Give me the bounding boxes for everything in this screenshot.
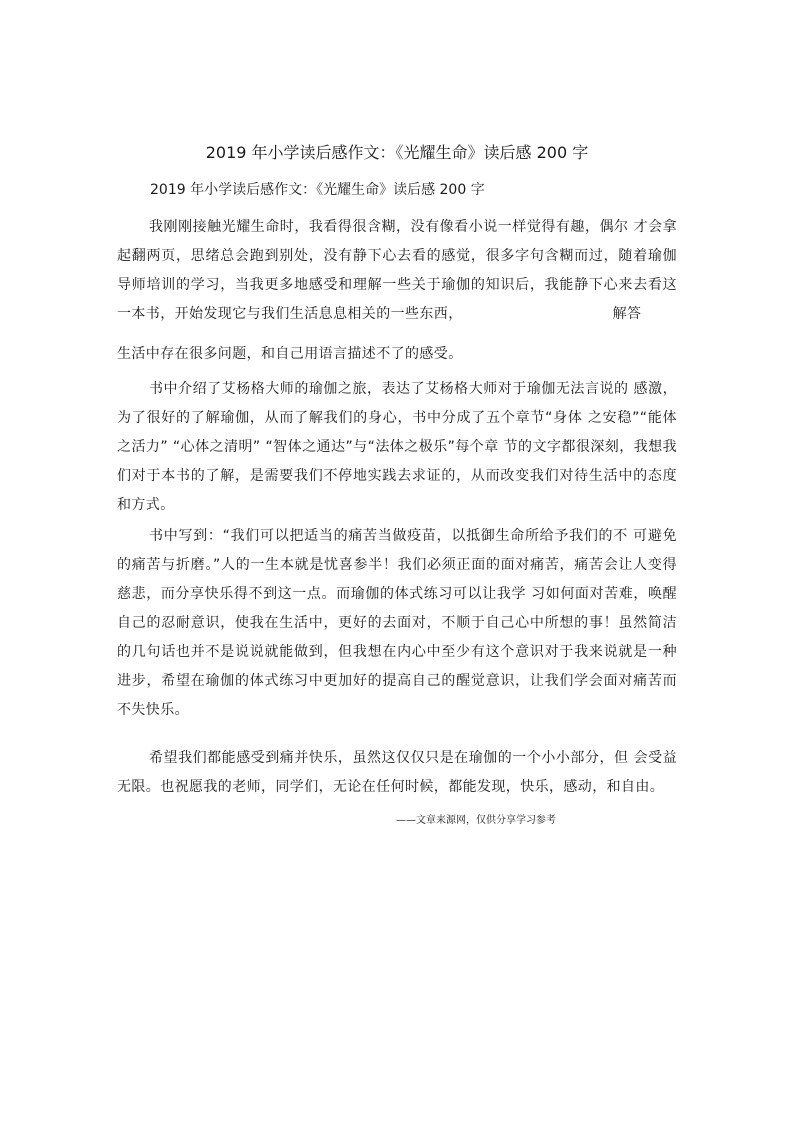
paragraph-3: 书中写到：“我们可以把适当的痛苦当做疫苗，以抵御生命所给予我们的不 可避免的痛苦与折磨。”人的一生本就是忧喜参半！我们必须正面的面对痛苦，痛苦会让人变得慈悲，而分享快乐得不到这一点。而瑜伽的体式练习可以让我学 习如何面对苦难，唤醒自己的忍耐意识，使我在生活中，更好的去面对，不顺于自己心中所想的事！虽然简洁的几句话也并不是说说就能做到，但我想在内心中至少有这个意识对于我来说就是一种进步，希望在瑜伽的体式练习中更加好的提高自己的醒觉意识，让我们学会面对痛苦而不失快乐。 [117,528,677,718]
paragraph-2: 书中介绍了艾杨格大师的瑜伽之旅，表达了艾杨格大师对于瑜伽无法言说的 感激，为了很好的了解瑜伽，从而了解我们的身心，书中分成了五个章节“身体 之安稳”“能体之活力” “心体之清明” “智体之通达”与“法体之极乐”每个章 节的文字都很深刻，我想我们对于本书的了解，是需要我们不停地实践去求证的，从而改变我们对待生活中的态度和方式。 [117,381,677,513]
paragraph-1-tail: 解答 [612,306,642,322]
paragraph-1-text: 我刚刚接触光耀生命时，我看得很含糊，没有像看小说一样觉得有趣，偶尔 才会拿起翻两页，思绪总会跑到别处，没有静下心去看的感觉，很多字句含糊而过，随着瑜伽导师培训的学习，当我更多地感受和理解一些关于瑜伽的知识后，我能静下心来去看这一本书，开始发现它与我们生活息息相关的一些东西， [117,219,677,322]
document-subtitle: 2019 年小学读后感作文：《光耀生命》读后感 200 字 [150,182,485,198]
document-title: 2019 年小学读后感作文：《光耀生命》读后感 200 字 [205,143,589,162]
paragraph-4: 希望我们都能感受到痛并快乐，虽然这仅仅只是在瑜伽的一个小小部分，但 会受益无限。也祝愿我的老师，同学们，无论在任何时候，都能发现，快乐，感动，和自由。 [117,750,677,795]
source-note: ——文章来源网，仅供分享学习参考 [396,815,556,826]
paragraph-1-continuation: 生活中存在很多问题，和自己用语言描述不了的感受。 [117,346,463,362]
paragraph-1 [117,213,677,329]
